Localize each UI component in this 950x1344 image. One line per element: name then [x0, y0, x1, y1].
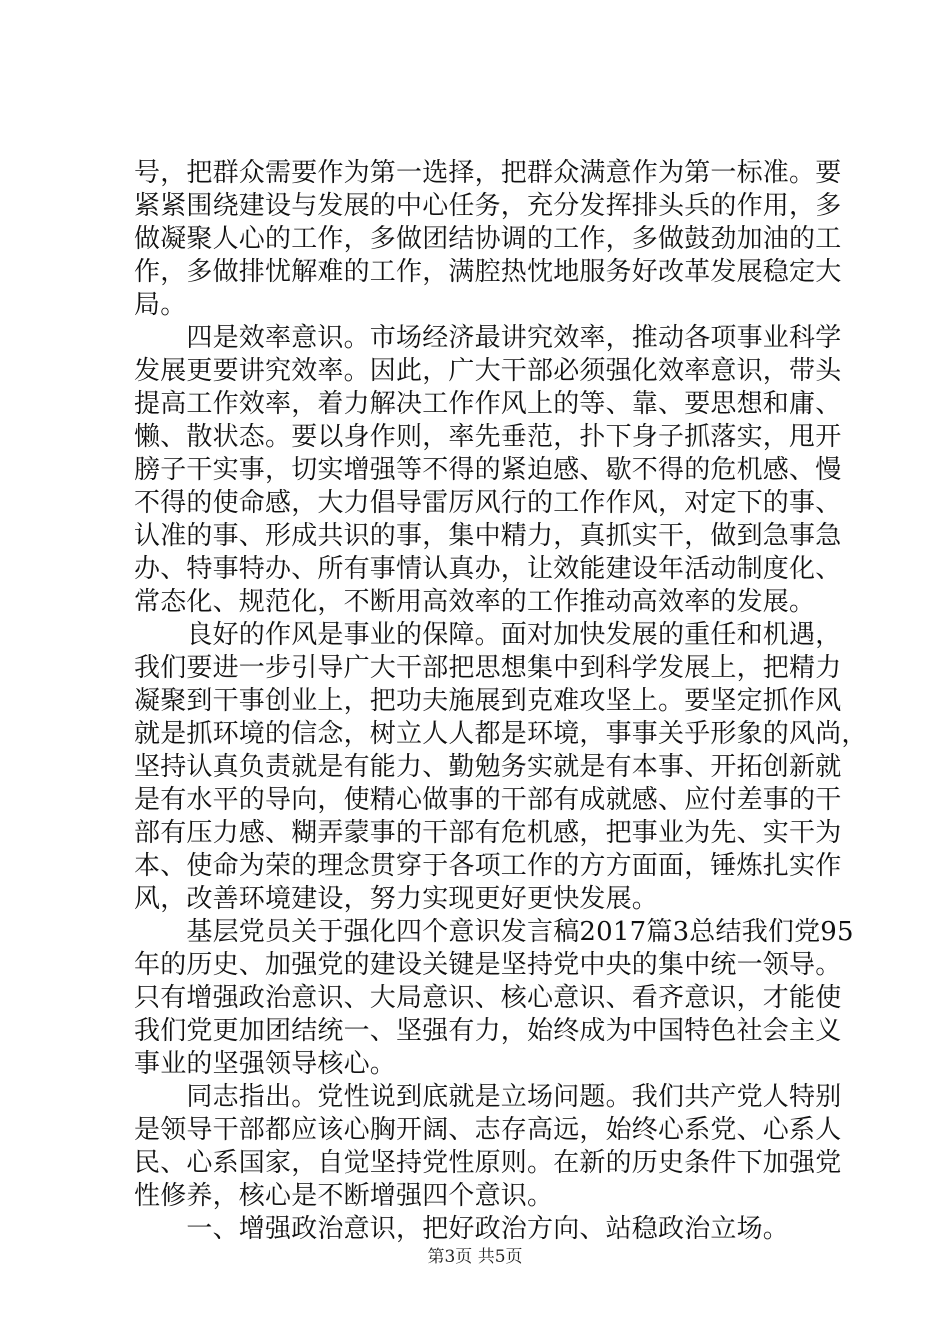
text-line: 我们党更加团结统一、坚强有力，始终成为中国特色社会主义	[134, 1016, 842, 1046]
text-line: 做凝聚人心的工作，多做团结协调的工作，多做鼓劲加油的工	[134, 224, 842, 254]
text-line: 基层党员关于强化四个意识发言稿2017篇3总结我们党95	[134, 917, 854, 947]
text-line: 懒、散状态。要以身作则，率先垂范，扑下身子抓落实，甩开	[134, 422, 842, 452]
text-line: 局。	[134, 290, 187, 320]
document-body	[134, 157, 868, 1246]
text-line: 凝聚到干事创业上，把功夫施展到克难攻坚上。要坚定抓作风	[134, 686, 842, 716]
text-line: 四是效率意识。市场经济最讲究效率，推动各项事业科学	[134, 323, 842, 353]
text-line: 同志指出。党性说到底就是立场问题。我们共产党人特别	[134, 1082, 842, 1112]
text-line: 一、增强政治意识，把好政治方向、站稳政治立场。	[134, 1214, 790, 1244]
text-line: 作，多做排忧解难的工作，满腔热忱地服务好改革发展稳定大	[134, 257, 842, 287]
text-line: 就是抓环境的信念，树立人人都是环境，事事关乎形象的风尚，	[134, 719, 868, 749]
text-line: 不得的使命感，大力倡导雷厉风行的工作作风，对定下的事、	[134, 488, 842, 518]
text-line: 紧紧围绕建设与发展的中心任务，充分发挥排头兵的作用，多	[134, 191, 842, 221]
text-line: 只有增强政治意识、大局意识、核心意识、看齐意识，才能使	[134, 983, 842, 1013]
text-line: 是领导干部都应该心胸开阔、志存高远，始终心系党、心系人	[134, 1115, 842, 1145]
text-line: 年的历史、加强党的建设关键是坚持党中央的集中统一领导。	[134, 950, 842, 980]
text-line: 民、心系国家，自觉坚持党性原则。在新的历史条件下加强党	[134, 1148, 842, 1178]
text-line: 性修养，核心是不断增强四个意识。	[134, 1181, 554, 1211]
text-line: 膀子干实事，切实增强等不得的紧迫感、歇不得的危机感、慢	[134, 455, 842, 485]
text-line: 部有压力感、糊弄蒙事的干部有危机感，把事业为先、实干为	[134, 818, 842, 848]
text-line: 是有水平的导向，使精心做事的干部有成就感、应付差事的干	[134, 785, 842, 815]
text-line: 本、使命为荣的理念贯穿于各项工作的方方面面，锤炼扎实作	[134, 851, 842, 881]
text-line: 风，改善环境建设，努力实现更好更快发展。	[134, 884, 659, 914]
text-line: 号，把群众需要作为第一选择，把群众满意作为第一标准。要	[134, 158, 842, 188]
text-line: 事业的坚强领导核心。	[134, 1049, 397, 1079]
text-line: 坚持认真负责就是有能力、勤勉务实就是有本事、开拓创新就	[134, 752, 842, 782]
page-number-footer: 第3页 共5页	[427, 1247, 523, 1267]
text-line: 提高工作效率，着力解决工作作风上的等、靠、要思想和庸、	[134, 389, 842, 419]
text-line: 发展更要讲究效率。因此，广大干部必须强化效率意识，带头	[134, 356, 842, 386]
text-line: 认准的事、形成共识的事，集中精力，真抓实干，做到急事急	[134, 521, 842, 551]
text-line: 常态化、规范化，不断用高效率的工作推动高效率的发展。	[134, 587, 816, 617]
text-line: 我们要进一步引导广大干部把思想集中到科学发展上，把精力	[134, 653, 842, 683]
text-line: 办、特事特办、所有事情认真办，让效能建设年活动制度化、	[134, 554, 842, 584]
text-line: 良好的作风是事业的保障。面对加快发展的重任和机遇，	[134, 620, 842, 650]
